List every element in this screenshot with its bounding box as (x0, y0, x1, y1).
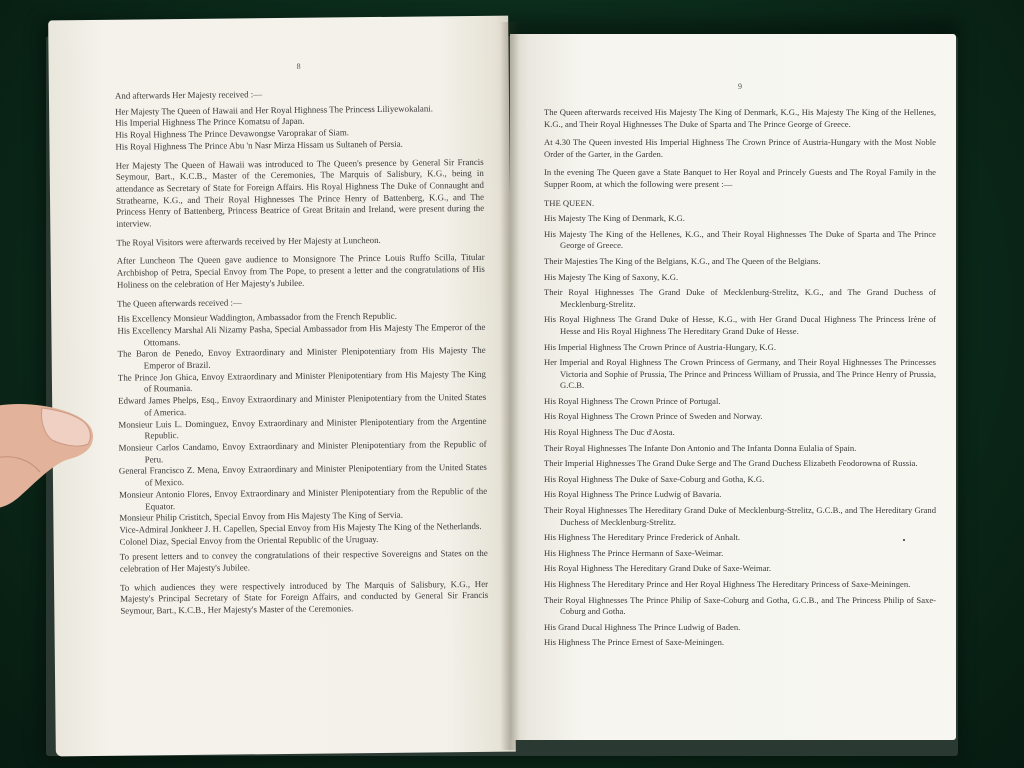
list-item: And afterwards Her Majesty received :— (114, 89, 263, 101)
list-item: General Francisco Z. Mena, Envoy Extraordinary and Minister Plenipotentiary from the United States of Mexico. (118, 462, 487, 488)
list-item: Monsieur Carlos Candamo, Envoy Extraordinary and Minister Plenipotentiary from the Republic of Peru. (118, 438, 487, 465)
list-item: His Excellency Monsieur Waddington, Ambassador from the French Republic. (117, 311, 397, 324)
right-page-body (544, 107, 936, 649)
list-item: Their Imperial Highnesses The Grand Duke Serge and The Grand Duchess Elizabeth Feodorowna of Russia. (544, 458, 918, 469)
list-item: The Queen afterwards received :— (117, 296, 242, 309)
list-item: Monsieur Philip Cristitch, Special Envoy from His Majesty The King of Servia. (119, 509, 403, 523)
list-item: His Royal Highness The Prince Devawongse Varoprakar of Siam. (115, 127, 349, 140)
list-item: His Royal Highness The Hereditary Grand Duke of Saxe-Weimar. (544, 563, 772, 574)
page-number: 8 (296, 61, 301, 71)
list-item: Their Royal Highnesses The Prince Philip of Saxe-Coburg and Gotha, G.C.B., and The Princess Philip of Saxe-Coburg and Gotha. (544, 594, 936, 617)
list-item: Their Royal Highnesses The Hereditary Grand Duke of Mecklenburg-Strelitz, G.C.B., and The Hereditary Grand Duchess of Mecklenburg-Strelitz. (544, 505, 936, 527)
list-item: Monsieur Antonio Flores, Envoy Extraordinary and Minister Plenipotentiary from the Republic of the Equator. (119, 485, 488, 511)
list-item: His Royal Highness The Prince Abu 'n Nasr Mirza Hissam us Sultaneh of Persia. (115, 138, 403, 152)
list-item: Colonel Diaz, Special Envoy from the Oriental Republic of the Uruguay. (119, 533, 379, 547)
right-page (510, 34, 956, 740)
thumb-image (0, 398, 96, 510)
paragraph: At 4.30 The Queen invested His Imperial Highness The Crown Prince of Austria-Hungary with the Most Noble Order of the Garter, in the Garden. (544, 137, 936, 159)
list-item: His Highness The Hereditary Prince and Her Royal Highness The Hereditary Princess of Saxe-Meiningen. (544, 579, 911, 589)
list-item: Vice-Admiral Jonkheer J. H. Capellen, Special Envoy from His Majesty The King of the Netherlands. (119, 520, 482, 535)
list-item: His Royal Highness The Duke of Saxe-Coburg and Gotha, K.G. (544, 473, 765, 484)
left-page (48, 16, 516, 757)
list-item: His Majesty The King of Saxony, K.G. (544, 271, 679, 282)
list-item: Monsieur Luis L. Dominguez, Envoy Extraordinary and Minister Plenipotentiary from the Argentine Republic. (118, 415, 487, 441)
list-item: The Prince Jon Ghica, Envoy Extraordinary and Minister Plenipotentiary from His Majesty The King of Roumania. (117, 368, 486, 394)
paragraph: The Queen afterwards received His Majesty The King of Denmark, K.G., His Majesty The King of the Hellenes, K.G., and Their Royal Highnesses The Duke of Sparta and The Prince George of Greece. (544, 107, 936, 129)
paragraph: After Luncheon The Queen gave audience to Monsignore The Prince Louis Ruffo Scilla, Titular Archbishop of Petra, Special Envoy from The Pope, to present a letter and the congratulations of His Holiness on the celebration of Her Majesty's Jubilee. (116, 252, 485, 290)
list-item: The Baron de Penedo, Envoy Extraordinary and Minister Plenipotentiary from His Majesty The Emperor of Brazil. (117, 345, 486, 371)
list-item: His Royal Highness The Crown Prince of Portugal. (544, 395, 721, 406)
list-item: To present letters and to convey the congratulations of their respective Sovereigns and States on the celebration of Her Majesty's Jubilee. (119, 548, 488, 574)
list-item: His Majesty The King of Denmark, K.G. (544, 213, 685, 224)
list-item: His Royal Highness The Duc d'Aosta. (544, 427, 675, 438)
list-item: Her Imperial and Royal Highness The Crown Princess of Germany, and Their Royal Highnesses The Princesses Victoria and Sophie of Prussia, The Prince and Princess William of Prussia, and The Prince Henry of Prussia, G.C.B. (544, 357, 936, 391)
list-item: His Highness The Prince Hermann of Saxe-Weimar. (544, 547, 724, 558)
list-item: His Excellency Marshal Ali Nizamy Pasha, Special Ambassador from His Majesty The Emperor of the Ottomans. (117, 321, 486, 348)
list-item: Their Royal Highnesses The Grand Duke of Mecklenburg-Strelitz, K.G., and The Grand Duchess of Mecklenburg-Strelitz. (544, 287, 936, 309)
list-item: His Highness The Prince Ernest of Saxe-Meiningen. (544, 637, 725, 648)
list-item: Edward James Phelps, Esq., Envoy Extraordinary and Minister Plenipotentiary from the United States of America. (118, 392, 487, 418)
page-number: 9 (738, 82, 742, 91)
list-item: His Imperial Highness The Prince Komatsu of Japan. (115, 116, 305, 129)
list-item: Their Royal Highnesses The Infante Don Antonio and The Infanta Donna Eulalia of Spain. (544, 442, 857, 453)
list-item: His Royal Highness The Grand Duke of Hesse, K.G., with Her Grand Ducal Highness The Princess Irène of Hesse and His Royal Highness The Hereditary Grand Duke of Hesse. (544, 314, 936, 336)
list-item: Her Majesty The Queen of Hawaii and Her Royal Highness The Princess Liliyewokalani. (115, 103, 434, 117)
paper-spot (903, 539, 905, 541)
list-item: His Royal Highness The Prince Ludwig of Bavaria. (544, 489, 722, 500)
list-item: His Royal Highness The Crown Prince of Sweden and Norway. (544, 411, 763, 422)
list-item: His Highness The Hereditary Prince Frederick of Anhalt. (544, 532, 741, 543)
paragraph: Her Majesty The Queen of Hawaii was introduced to The Queen's presence by General Sir Francis Seymour, Bart., K.C.B., Master of the Ceremonies, The Marquis of Salisbury, K.G., being in attendance as Secretary of State for Foreign Affairs. His Royal Highness The Duke of Connaught and Strathearne, K.G., and Their Royal Highnesses The Prince Henry of Battenberg, K.G., and The Princess Henry of Battenberg, Princess Beatrice of Great Britain and Ireland, were present during the interview. (115, 156, 485, 229)
left-page-body (115, 87, 488, 618)
list-item: His Grand Ducal Highness The Prince Ludwig of Baden. (544, 621, 741, 632)
paragraph: To which audiences they were respectively introduced by The Marquis of Salisbury, K.G., Her Majesty's Principal Secretary of State for Foreign Affairs, and conducted by General Sir Francis Seymour, Bart., K.C.B., Her Majesty's Master of the Ceremonies. (120, 578, 489, 616)
list-item: THE QUEEN. (544, 197, 595, 208)
list-item: His Majesty The King of the Hellenes, K.G., and Their Royal Highnesses The Duke of Sparta and The Prince George of Greece. (544, 228, 936, 251)
paragraph: In the evening The Queen gave a State Banquet to Her Royal and Princely Guests and The Royal Family in the Supper Room, at which the following were present :— (544, 167, 936, 189)
book-gutter (500, 22, 520, 750)
list-item: Their Majesties The King of the Belgians, K.G., and The Queen of the Belgians. (544, 255, 821, 266)
list-item: His Imperial Highness The Crown Prince of Austria-Hungary, K.G. (544, 341, 776, 352)
paragraph: The Royal Visitors were afterwards received by Her Majesty at Luncheon. (116, 234, 381, 248)
